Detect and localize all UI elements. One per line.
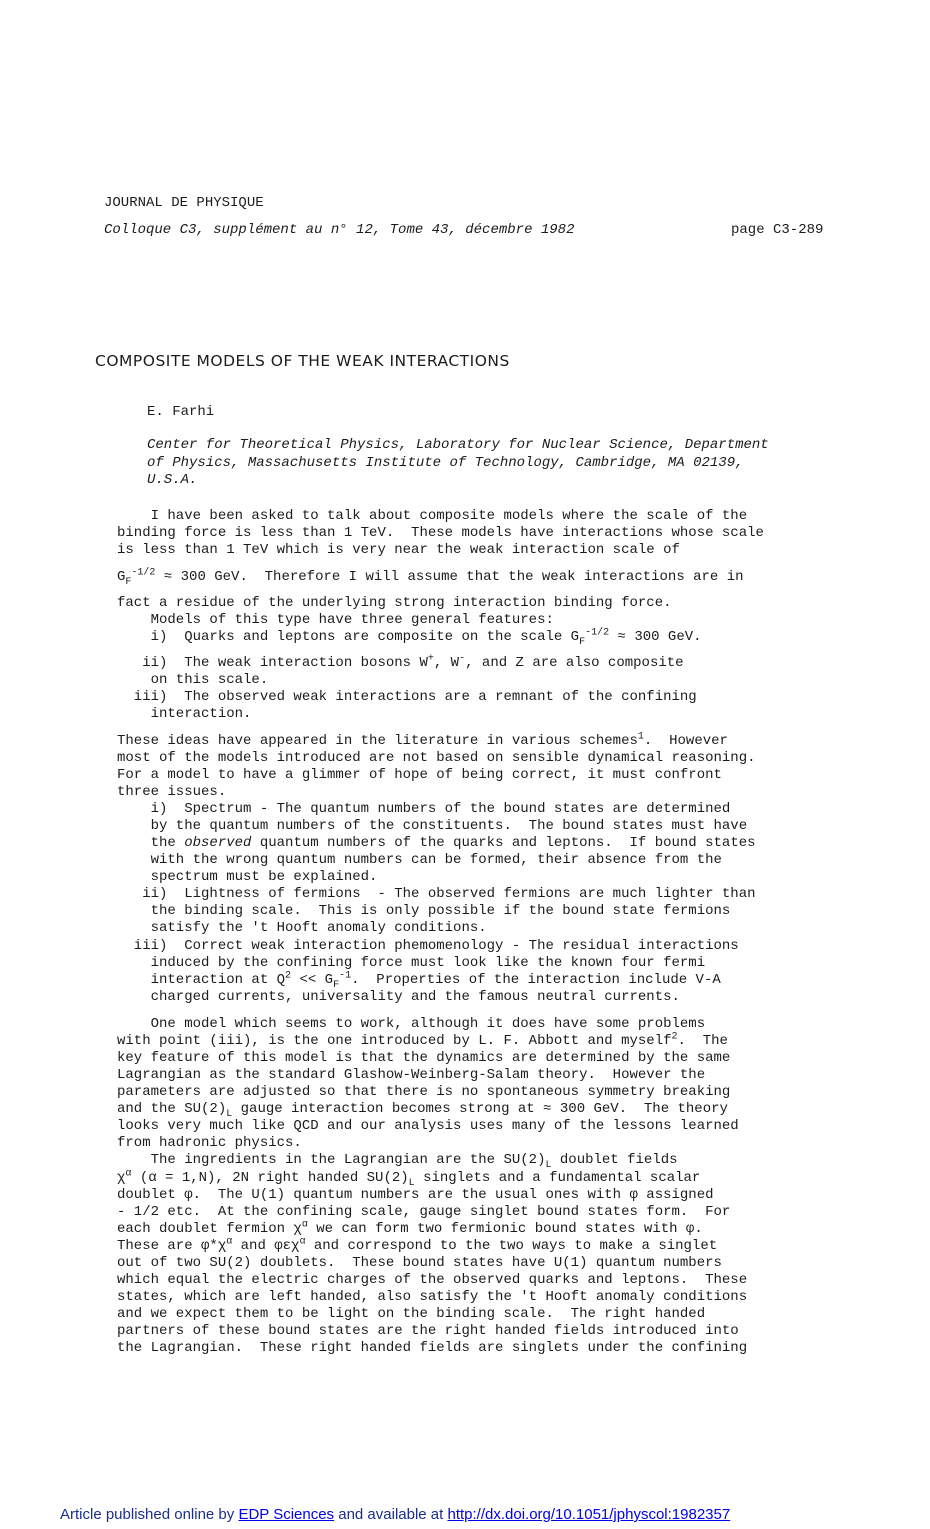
footer-middle: and available at bbox=[334, 1506, 448, 1523]
body-line: spectrum must be explained. bbox=[117, 869, 378, 885]
body-line: partners of these bound states are the right handed fields introduced into bbox=[117, 1323, 739, 1339]
body-line: i) Spectrum - The quantum numbers of the bound states are determined bbox=[117, 801, 731, 817]
body-line: doublet φ. The U(1) quantum numbers are the usual ones with φ assigned bbox=[117, 1187, 714, 1203]
body-line: fact a residue of the underlying strong interaction binding force. bbox=[117, 595, 672, 611]
footer-prefix: Article published online by bbox=[60, 1506, 239, 1523]
body-line: three issues. bbox=[117, 784, 227, 800]
body-line: Lagrangian as the standard Glashow-Weinberg-Salam theory. However the bbox=[117, 1067, 706, 1083]
body-line: which equal the electric charges of the observed quarks and leptons. These bbox=[117, 1272, 748, 1288]
page-number: page C3-289 bbox=[731, 222, 824, 238]
body-line: from hadronic physics. bbox=[117, 1135, 302, 1151]
body-line: interaction at $Q^2 << G_F^{-1}$. Properties of the interaction include V-A bbox=[117, 970, 721, 991]
body-line: with the wrong quantum numbers can be formed, their absence from the bbox=[117, 852, 722, 868]
body-line: iii) Correct weak interaction phemomenology - The residual interactions bbox=[117, 938, 739, 954]
body-line: the Lagrangian. These right handed fields are singlets under the confining bbox=[117, 1340, 748, 1356]
body-line: ii) The weak interaction bosons W+, W-, and Z are also composite bbox=[117, 653, 684, 671]
journal-name: JOURNAL DE PHYSIQUE bbox=[104, 195, 264, 211]
body-line: is less than 1 TeV which is very near the weak interaction scale of bbox=[117, 542, 680, 558]
body-line: with point (iii), is the one introduced by L. F. Abbott and myself$^2$. The bbox=[117, 1031, 728, 1049]
body-line: Models of this type have three general features: bbox=[117, 612, 554, 628]
body-line: For a model to have a glimmer of hope of being correct, it must confront bbox=[117, 767, 722, 783]
colloque-info: Colloque C3, supplément au n° 12, Tome 43, décembre 1982 bbox=[104, 222, 575, 238]
body-line: out of two SU(2) doublets. These bound states have U(1) quantum numbers bbox=[117, 1255, 722, 1271]
body-line: interaction. bbox=[117, 706, 252, 722]
body-line: most of the models introduced are not based on sensible dynamical reasoning. bbox=[117, 750, 756, 766]
body-line: iii) The observed weak interactions are a remnant of the confining bbox=[117, 689, 697, 705]
body-line: These are $\varphi*\chi^\alpha$ and φεχ$^\alpha$ and correspond to the two ways to make a singlet bbox=[117, 1236, 718, 1254]
body-line: i) Quarks and leptons are composite on the scale $G_F^{-1/2} \approx 300$ GeV. bbox=[117, 627, 702, 648]
body-line: parameters are adjusted so that there is no spontaneous symmetry breaking bbox=[117, 1084, 731, 1100]
body-line: on this scale. bbox=[117, 672, 269, 688]
body-line: charged currents, universality and the famous neutral currents. bbox=[117, 989, 680, 1005]
author-name: E. Farhi bbox=[147, 404, 215, 420]
body-line: These ideas have appeared in the literature in various schemes$^1$. However bbox=[117, 731, 728, 749]
body-line: by the quantum numbers of the constituents. The bound states must have bbox=[117, 818, 748, 834]
body-line: - 1/2 etc. At the confining scale, gauge singlet bound states form. For bbox=[117, 1204, 731, 1220]
body-line: induced by the confining force must look like the known four fermi bbox=[117, 955, 706, 971]
affiliation-line: U.S.A. bbox=[147, 472, 198, 488]
publisher-link[interactable]: EDP Sciences bbox=[238, 1506, 335, 1523]
body-line: $\chi^\alpha$ (α = 1,N), 2N right handed $SU(2)_L$ singlets and a fundamental scalar bbox=[117, 1168, 701, 1189]
body-line: and we expect them to be light on the binding scale. The right handed bbox=[117, 1306, 706, 1322]
body-line: The ingredients in the Lagrangian are the $SU(2)_L$ doublet fields bbox=[117, 1152, 678, 1171]
affiliation-line: Center for Theoretical Physics, Laboratory for Nuclear Science, Department bbox=[147, 437, 769, 453]
doi-link[interactable]: http://dx.doi.org/10.1051/jphyscol:1982357 bbox=[447, 1506, 731, 1523]
body-line: each doublet fermion $\chi^\alpha$ we can form two fermionic bound states with φ. bbox=[117, 1219, 703, 1237]
body-line: binding force is less than 1 TeV. These models have interactions whose scale bbox=[117, 525, 764, 541]
footer-notice bbox=[60, 1506, 730, 1523]
body-line: and the $SU(2)_L$ gauge interaction becomes strong at ≈ 300 GeV. The theory bbox=[117, 1101, 728, 1120]
body-line: states, which are left handed, also satisfy the 't Hooft anomaly conditions bbox=[117, 1289, 748, 1305]
body-line: the observed quantum numbers of the quarks and leptons. If bound states bbox=[117, 835, 756, 851]
body-line: One model which seems to work, although it does have some problems bbox=[117, 1016, 706, 1032]
body-line: $G_F^{-1/2} \approx 300$ GeV. Therefore I will assume that the weak interactions are in bbox=[117, 567, 744, 588]
body-line: looks very much like QCD and our analysis uses many of the lessons learned bbox=[117, 1118, 739, 1134]
affiliation-line: of Physics, Massachusetts Institute of Technology, Cambridge, MA 02139, bbox=[147, 455, 744, 471]
body-line: I have been asked to talk about composite models where the scale of the bbox=[117, 508, 748, 524]
article-title: COMPOSITE MODELS OF THE WEAK INTERACTIONS bbox=[95, 352, 510, 370]
body-line: key feature of this model is that the dynamics are determined by the same bbox=[117, 1050, 731, 1066]
body-line: the binding scale. This is only possible if the bound state fermions bbox=[117, 903, 731, 919]
body-line: satisfy the 't Hooft anomaly conditions. bbox=[117, 920, 487, 936]
body-line: ii) Lightness of fermions - The observed fermions are much lighter than bbox=[117, 886, 756, 902]
